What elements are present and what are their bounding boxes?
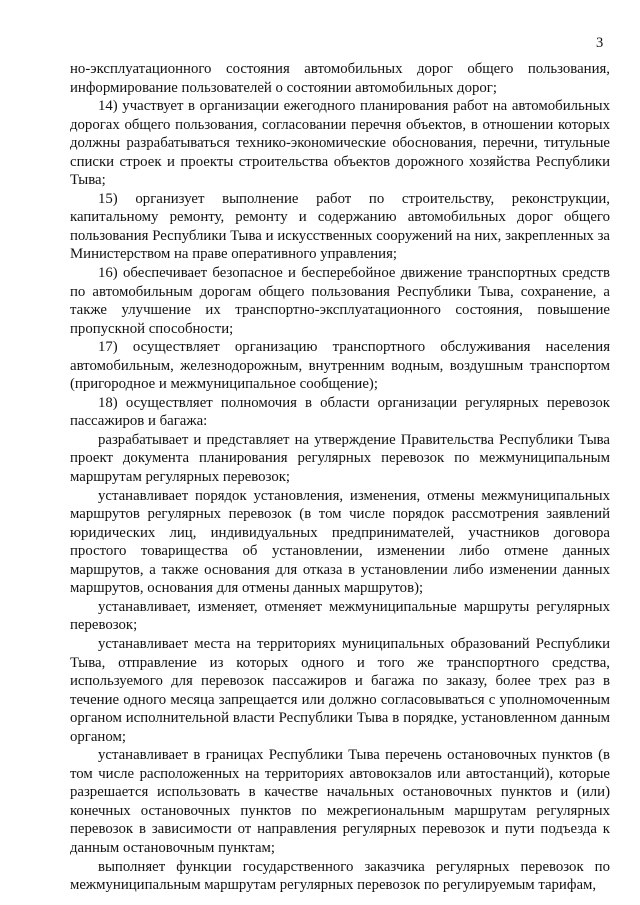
paragraph-continuation: но-эксплуатационного состояния автомобильных дорог общего пользования, информирование пользователей о состоянии автомобильных дорог; [70,61,610,96]
paragraph-subitem: разрабатывает и представляет на утверждение Правительства Республики Тыва проект документа планирования регулярных перевозок по межмуниципальным маршрутам регулярных перевозок; [70,431,610,486]
paragraph-item-15: 15) организует выполнение работ по строительству, реконструкции, капитальному ремонту, ремонту и содержанию автомобильных дорог общего пользования Республики Тыва и искусственных сооружений на них, закрепленных за Министерством на праве оперативного управления; [70,190,610,263]
paragraph-subitem: устанавливает, изменяет, отменяет межмуниципальные маршруты регулярных перевозок; [70,598,610,634]
document-body [70,60,610,895]
paragraph-item-16: 16) обеспечивает безопасное и бесперебойное движение транспортных средств по автомобильным дорогам общего пользования Республики Тыва, сохранение, а также улучшение их транспортно-эксплуатационного состояния, повышение пропускной способности; [70,265,610,337]
paragraph-subitem: устанавливает в границах Республики Тыва перечень остановочных пунктов (в том числе расположенных на территориях автовокзалов или автостанций), которые разрешается использовать в качестве начальных остановочных пунктов и (или) конечных остановочных пунктов по межрегиональным маршрутам регулярных перевозок в зависимости от направления регулярных перевозок и пути подъезда к данным остановочным пунктам; [70,747,610,856]
paragraph-subitem: устанавливает места на территориях муниципальных образований Республики Тыва, отправление из которых одного и того же транспортного средства, используемого для перевозок пассажиров и багажа по заказу, более трех раз в течение одного месяца запрещается или должно согласовываться с уполномоченным органом исполнительной власти Республики Тыва в порядке, установленном данным органом; [70,635,610,745]
paragraph-item-18: 18) осуществляет полномочия в области организации регулярных перевозок пассажиров и багажа: [70,394,610,430]
paragraph-subitem: выполняет функции государственного заказчика регулярных перевозок по межмуниципальным маршрутам регулярных перевозок по регулируемым тарифам, [70,858,610,894]
paragraph-item-17: 17) осуществляет организацию транспортного обслуживания населения автомобильным, железнодорожным, внутренним водным, воздушным транспортом (пригородное и межмуниципальное сообщение); [70,339,610,393]
page-number: 3 [596,35,604,51]
paragraph-subitem: устанавливает порядок установления, изменения, отмены межмуниципальных маршрутов регулярных перевозок (в том числе порядок рассмотрения заявлений юридических лиц, индивидуальных предпринимателей, участников договора простого товарищества об установлении, изменении либо отмене данных маршрутов, а также основания для отказа в установлении либо изменении данных маршрутов, основания для отмены данных маршрутов); [70,487,610,597]
paragraph-item-14: 14) участвует в организации ежегодного планирования работ на автомобильных дорогах общего пользования, согласовании перечня объектов, в отношении которых должны разрабатываться технико-экономические обоснования, перечни, титульные списки строек и проекты строительства объектов дорожного хозяйства Республики Тыва; [70,98,610,189]
